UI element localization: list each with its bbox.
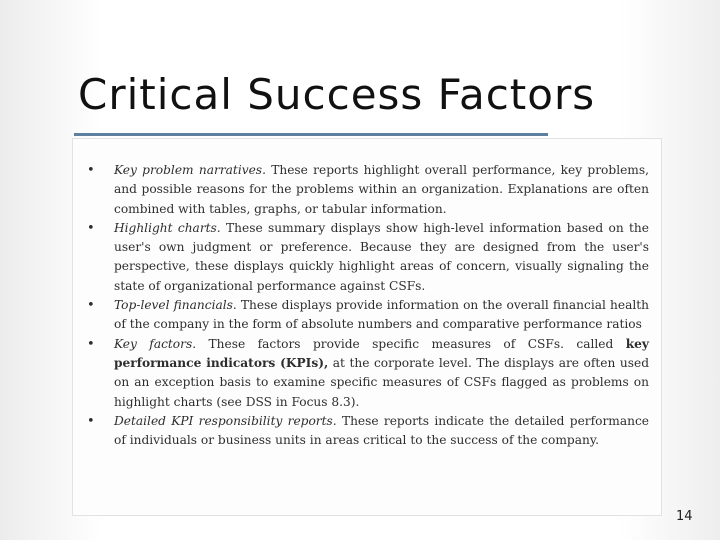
page-number: 14 <box>676 509 693 524</box>
bullet-icon: • <box>87 298 95 314</box>
bullet-key-factors <box>87 335 650 412</box>
bullet-text: at the corporate level. The displays are often used on an exception basis to examine specific measures of CSFs flagged as problems on highlight charts (see DSS in Focus 8.3). <box>114 355 649 409</box>
bullet-icon: • <box>87 336 95 352</box>
scanned-text-image <box>72 138 662 516</box>
bullet-lead: Highlight charts. <box>114 220 221 235</box>
bullet-lead: Key problem narratives. <box>114 163 266 177</box>
bullet-list <box>87 161 650 450</box>
bullet-icon: • <box>87 163 95 178</box>
bullet-text: These factors provide specific measures of CSFs. called <box>196 336 626 351</box>
bullet-icon: • <box>87 413 95 429</box>
slide-title: Critical Success Factors <box>78 70 596 119</box>
bullet-top-level-financials <box>87 296 649 335</box>
bullet-text: These displays provide information on the overall financial health of the company in the form of absolute numbers and comparative performance ratios <box>114 298 649 332</box>
bullet-lead: Top-level financials. <box>114 298 237 313</box>
bullet-text: These reports indicate the detailed performance of individuals or business units in areas critical to the success of the company. <box>114 413 649 448</box>
title-underline <box>74 133 548 136</box>
bullet-highlight-charts <box>87 219 649 296</box>
bullet-bold-term: key performance indicators (KPIs), <box>114 336 650 370</box>
bullet-lead: Detailed KPI responsibility reports. <box>114 413 337 428</box>
bullet-lead: Key factors. <box>114 336 197 351</box>
bullet-text: These reports highlight overall performance, key problems, and possible reasons for the problems within an organization. Explanations are often combined with tables, graphs, or tabular information. <box>114 163 649 216</box>
bullet-icon: • <box>87 220 95 236</box>
bullet-detailed-kpi-reports <box>87 412 649 451</box>
bullet-text: These summary displays show high-level information based on the user's own judgment or preference. Because they are designed from the user's perspective, these displays quickly highlight areas of concern, visually signaling the state of organizational performance against CSFs. <box>114 220 649 293</box>
bullet-key-problem-narratives <box>87 161 649 219</box>
